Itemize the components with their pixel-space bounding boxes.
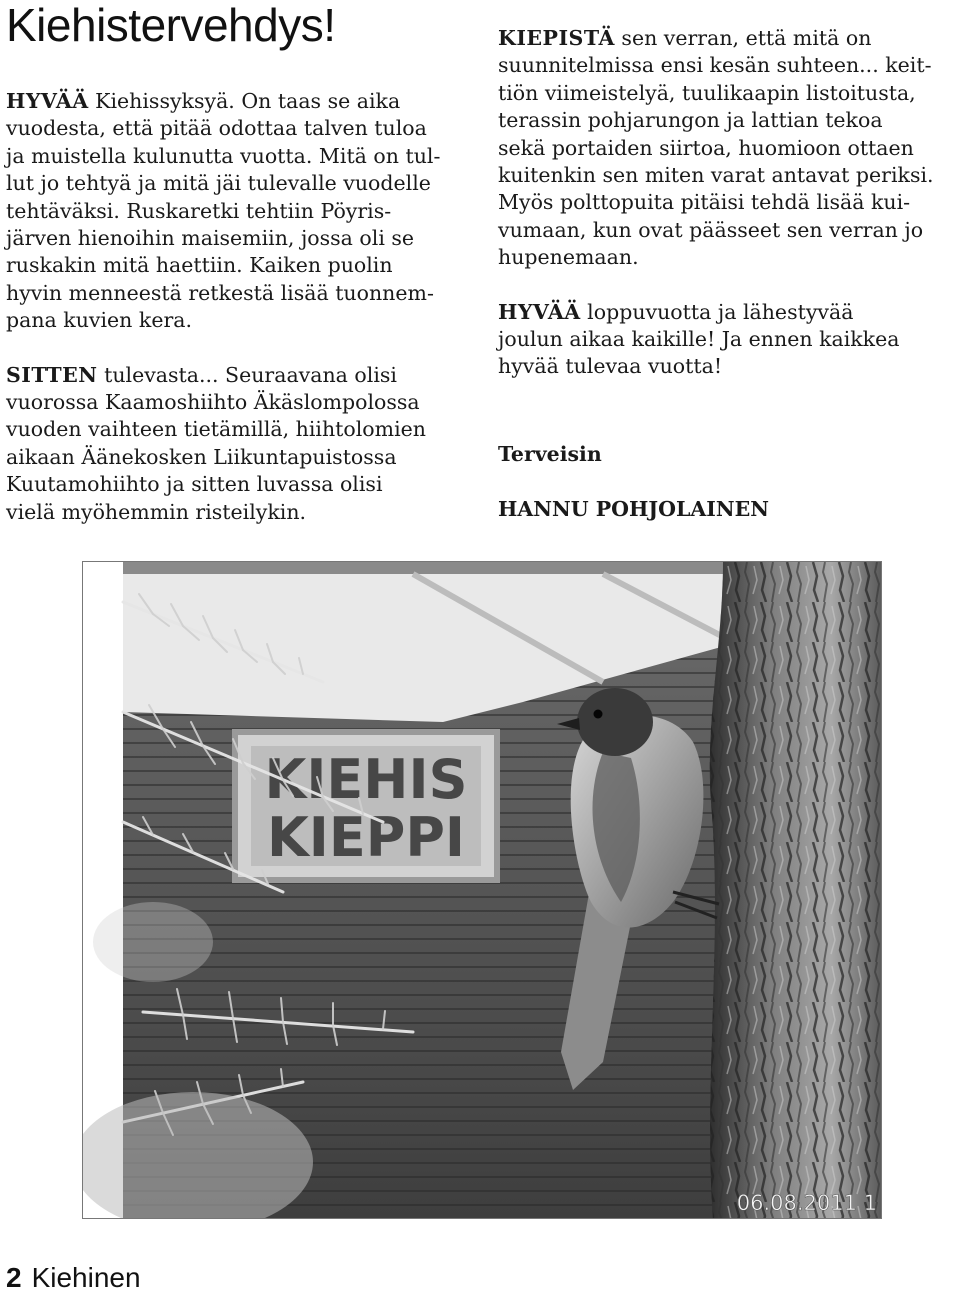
- sign-text-line1: KIEHIS: [264, 748, 468, 811]
- sign-text-line2: KIEPPI: [266, 806, 466, 869]
- paragraph-season-greetings: [498, 299, 960, 381]
- bird-eye: [594, 710, 603, 719]
- text-line: hupenemaan.: [498, 245, 639, 270]
- page-number: 2: [6, 1262, 22, 1293]
- text-line: lut jo tehtyä ja mitä jäi tulevalle vuodelle: [6, 171, 431, 196]
- text-line: järven hienoihin maisemiin, jossa oli se: [6, 226, 415, 251]
- text-line: tiön viimeistelyä, tuulikaapin listoitusta,: [498, 80, 916, 105]
- paragraph-autumn-greeting: [6, 88, 476, 335]
- lead-word: HYVÄÄ: [6, 89, 89, 113]
- text-line: Kuutamohiihto ja sitten luvassa olisi: [6, 472, 383, 497]
- right-column: [498, 25, 960, 551]
- text-line: vielä myöhemmin risteilykin.: [6, 499, 307, 524]
- text-line: hyvää tulevaa vuotta!: [498, 354, 723, 379]
- text-line: sekä portaiden siirtoa, huomioon ottaen: [498, 135, 914, 160]
- page-title: Kiehistervehdys!: [6, 0, 336, 51]
- text-line: vuoden vaihteen tietämillä, hiihtolomien: [6, 417, 426, 442]
- lead-word: SITTEN: [6, 362, 98, 387]
- left-column: [6, 88, 476, 553]
- photo-illustration: [83, 562, 882, 1219]
- text-line: joulun aikaa kaikille! Ja ennen kaikkea: [498, 327, 900, 352]
- cabin-sign: [235, 732, 497, 880]
- text-line: suunnitelmissa ensi kesän suhteen... keit-: [498, 53, 932, 78]
- bird-photo: [82, 561, 882, 1219]
- text-line: kuitenkin sen miten varat antavat periksi.: [498, 163, 934, 188]
- lead-word: KIEPISTÄ: [498, 26, 615, 50]
- text-line: SITTEN tulevasta... Seuraavana olisi: [6, 362, 397, 387]
- signature-name: HANNU POHJOLAINEN: [498, 497, 769, 522]
- photo-date-stamp: 06.08.2011 1: [736, 1191, 877, 1215]
- text-line: vuodesta, että pitää odottaa talven tuloa: [6, 116, 427, 141]
- text-line: aikaan Äänekosken Liikuntapuistossa: [6, 444, 397, 469]
- text-line: pana kuvien kera.: [6, 308, 192, 333]
- publication-name: Kiehinen: [31, 1262, 141, 1293]
- lead-word: HYVÄÄ: [498, 299, 581, 324]
- text-line: ruskakin mitä haettiin. Kaiken puolin: [6, 253, 393, 278]
- signature-paragraph: [498, 496, 960, 523]
- paragraph-cabin-plans: [498, 25, 960, 272]
- greeting-text: Terveisin: [498, 441, 602, 466]
- text-line: hyvin menneestä retkestä lisää tuonnem-: [6, 280, 434, 305]
- paragraph-upcoming-events: [6, 362, 476, 526]
- text-line: KIEPISTÄ sen verran, että mitä on: [498, 26, 872, 50]
- bird-head: [577, 688, 653, 756]
- text-line: vuorossa Kaamoshiihto Äkäslompolossa: [6, 390, 420, 415]
- greeting-paragraph: [498, 441, 960, 468]
- text-line: tehtäväksi. Ruskaretki tehtiin Pöyris-: [6, 198, 392, 223]
- text-line: ja muistella kulunutta vuotta. Mitä on tul-: [6, 143, 441, 168]
- text-line: HYVÄÄ Kiehissyksyä. On taas se aika: [6, 89, 401, 113]
- tree-trunk: [710, 562, 882, 1219]
- text-line: vumaan, kun ovat päässeet sen verran jo: [498, 217, 924, 242]
- text-line: terassin pohjarungon ja lattian tekoa: [498, 108, 883, 133]
- text-line: Myös polttopuita pitäisi tehdä lisää kui-: [498, 190, 911, 215]
- text-line: HYVÄÄ loppuvuotta ja lähestyvää: [498, 299, 854, 324]
- page-footer: [6, 1262, 141, 1294]
